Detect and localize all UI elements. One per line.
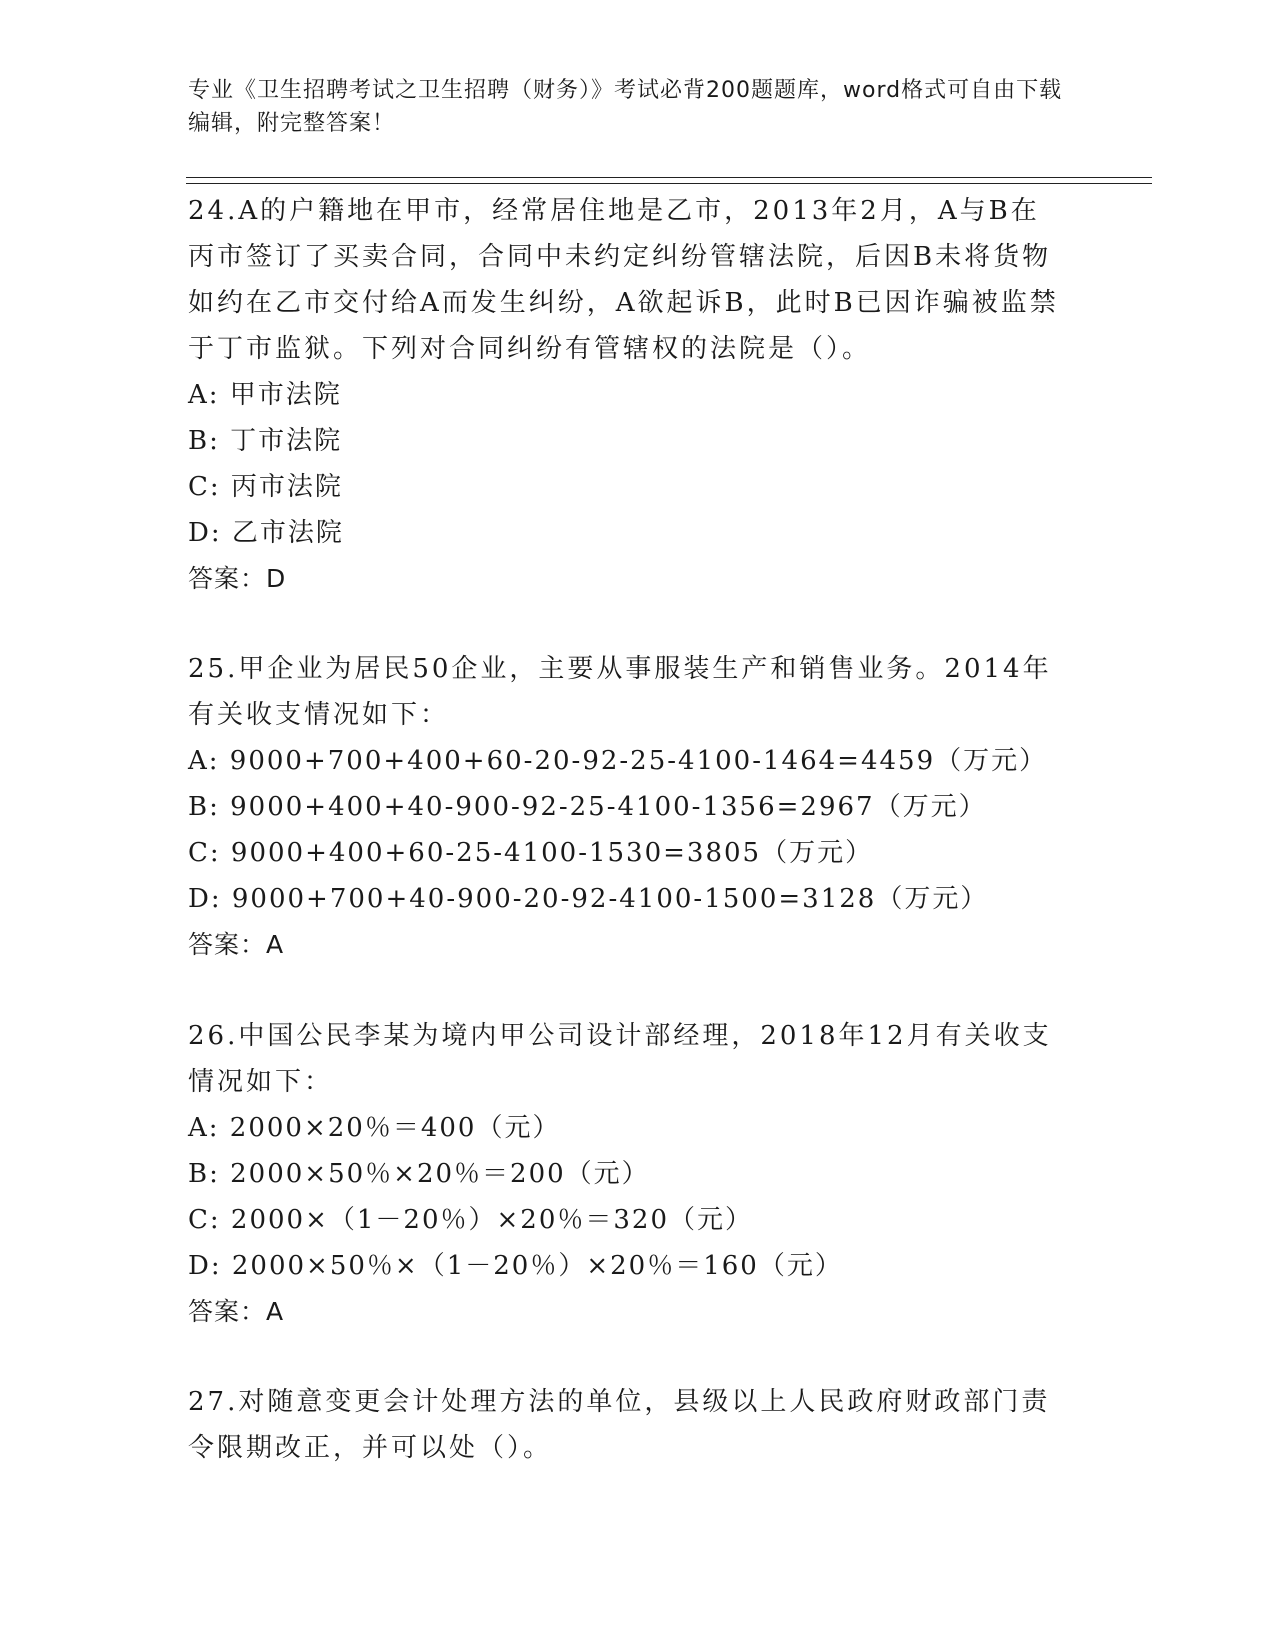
question-answer: 答案：A	[188, 1297, 285, 1326]
option-a: A: 甲市法院	[188, 380, 342, 410]
option-c: C: 2000×（1－20％）×20％＝320（元）	[188, 1205, 753, 1235]
option-b: B: 丁市法院	[188, 426, 343, 456]
document-header: 专业《卫生招聘考试之卫生招聘（财务）》考试必背200题题库，word格式可自由下载编辑，附完整答案！	[188, 78, 1063, 136]
question-stem: 25.甲企业为居民50企业，主要从事服装生产和销售业务。2014年有关收支情况如下：	[188, 654, 1052, 730]
option-d: D: 9000+700+40-900-20-92-4100-1500=3128（万元）	[188, 884, 989, 914]
question-stem: 26.中国公民李某为境内甲公司设计部经理，2018年12月有关收支情况如下：	[188, 1021, 1052, 1097]
option-a: A: 9000+700+400+60-20-92-25-4100-1464=4459（万元）	[188, 746, 1048, 776]
option-c: C: 9000+400+60-25-4100-1530=3805（万元）	[188, 838, 874, 868]
question-25	[188, 646, 1068, 968]
option-a: A: 2000×20％＝400（元）	[188, 1113, 561, 1143]
question-26	[188, 1013, 1068, 1335]
option-c: C: 丙市法院	[188, 472, 343, 502]
question-24	[188, 188, 1068, 602]
option-b: B: 2000×50％×20％＝200（元）	[188, 1159, 650, 1189]
question-answer: 答案：D	[188, 564, 287, 593]
question-stem: 27.对随意变更会计处理方法的单位，县级以上人民政府财政部门责令限期改正，并可以处（）。	[188, 1387, 1051, 1463]
question-answer: 答案：A	[188, 930, 285, 959]
header-divider-bottom	[186, 183, 1152, 184]
option-b: B: 9000+400+40-900-92-25-4100-1356=2967（万元）	[188, 792, 987, 822]
question-27	[188, 1379, 1068, 1471]
option-d: D: 2000×50％×（1－20％）×20％＝160（元）	[188, 1251, 843, 1281]
header-divider-top	[186, 177, 1152, 178]
question-stem: 24.A的户籍地在甲市，经常居住地是乙市，2013年2月，A与B在丙市签订了买卖合同，合同中未约定纠纷管辖法院，后因B未将货物如约在乙市交付给A而发生纠纷，A欲起诉B，此时B已因诈骗被监禁于丁市监狱。下列对合同纠纷有管辖权的法院是（）。	[188, 196, 1059, 364]
option-d: D: 乙市法院	[188, 518, 344, 548]
